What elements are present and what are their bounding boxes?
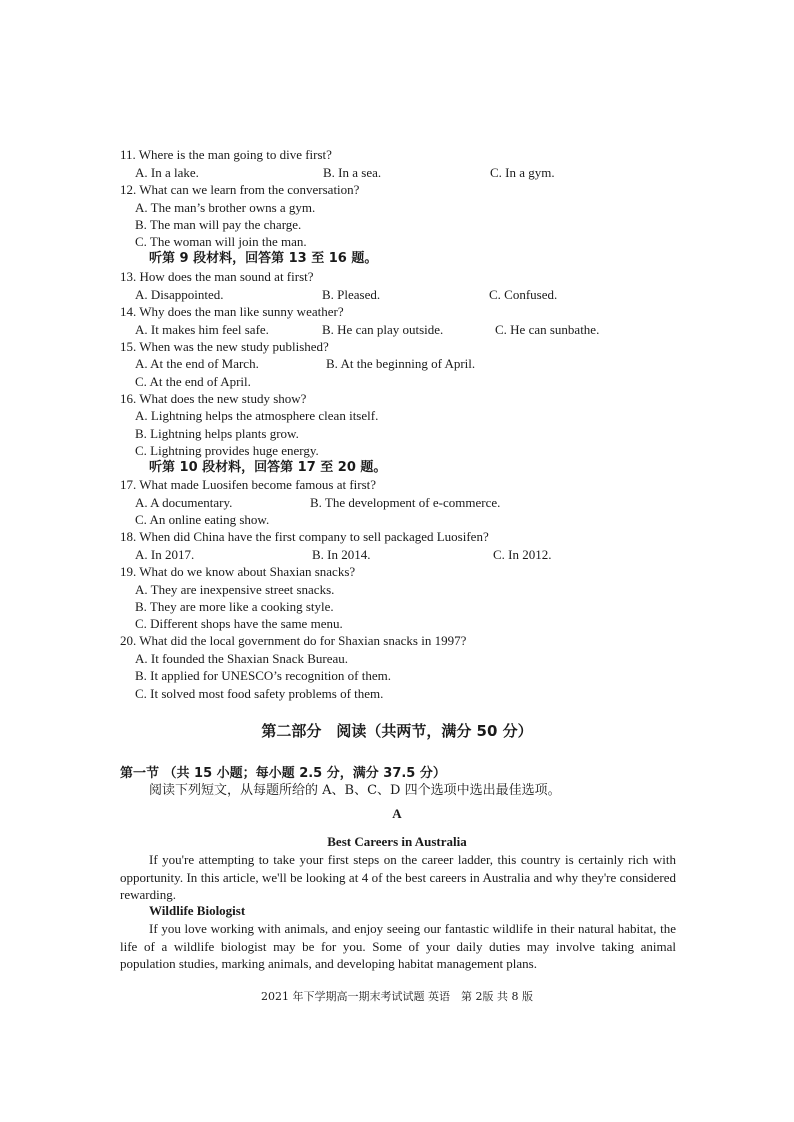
passage-title: Best Careers in Australia — [327, 834, 467, 849]
option-a: A. In 2017. — [135, 547, 195, 562]
option-c: C. He can sunbathe. — [495, 322, 600, 337]
option-b: B. At the beginning of April. — [326, 356, 476, 371]
option-c: C. Confused. — [489, 287, 558, 302]
section-direction: 阅读下列短文，从每题所给的 A、B、C、D 四个选项中选出最佳选项。 — [149, 783, 561, 798]
option-a: A. In a lake. — [135, 165, 199, 180]
option-c: C. In a gym. — [490, 165, 555, 180]
question-stem: 17. What made Luosifen become famous at first? — [120, 477, 377, 492]
option-c: C. An online eating show. — [135, 512, 270, 527]
passage-intro: If you're attempting to take your first steps on the career ladder, this country is certainly rich with opportunity. In this article, we'll be looking at 4 of the best careers in Australia and why they're considered rewarding. — [120, 852, 676, 902]
listening-instruction: 听第 9 段材料，回答第 13 至 16 题。 — [149, 251, 378, 266]
question-stem: 19. What do we know about Shaxian snacks? — [120, 564, 356, 579]
option-c: C. At the end of April. — [135, 374, 251, 389]
question-stem: 20. What did the local government do for Shaxian snacks in 1997? — [120, 633, 467, 648]
listening-instruction: 听第 10 段材料，回答第 17 至 20 题。 — [149, 460, 387, 475]
passage-paragraph: If you love working with animals, and enjoy seeing our fantastic wildlife in their natural habitat, the life of a wildlife biologist may be for you. Some of your daily duties may involve taking animal population studies, marking animals, and developing habitat management plans. — [120, 921, 676, 971]
option-a: A. At the end of March. — [135, 356, 259, 371]
question-stem: 13. How does the man sound at first? — [120, 269, 314, 284]
option-b: B. Pleased. — [322, 287, 381, 302]
option-a: A. Disappointed. — [135, 287, 224, 302]
option-a: A. It founded the Shaxian Snack Bureau. — [135, 651, 349, 666]
option-b: B. Lightning helps plants grow. — [135, 426, 299, 441]
option-b: B. They are more like a cooking style. — [135, 599, 334, 614]
question-stem: 11. Where is the man going to dive first? — [120, 147, 332, 162]
question-stem: 12. What can we learn from the conversation? — [120, 182, 360, 197]
question-stem: 15. When was the new study published? — [120, 339, 329, 354]
question-stem: 16. What does the new study show? — [120, 391, 307, 406]
option-c: C. The woman will join the man. — [135, 234, 307, 249]
option-c: C. In 2012. — [493, 547, 552, 562]
option-b: B. It applied for UNESCO’s recognition of them. — [135, 668, 391, 683]
option-a: A. They are inexpensive street snacks. — [135, 582, 335, 597]
option-b: B. The development of e-commerce. — [310, 495, 501, 510]
page-footer: 2021 年下学期高一期末考试试题 英语 第 2版 共 8 版 — [261, 990, 533, 1003]
option-b: B. He can play outside. — [322, 322, 444, 337]
option-b: B. The man will pay the charge. — [135, 217, 302, 232]
option-a: A. It makes him feel safe. — [135, 322, 269, 337]
option-a: A. Lightning helps the atmosphere clean itself. — [135, 408, 379, 423]
question-stem: 14. Why does the man like sunny weather? — [120, 304, 344, 319]
option-a: A. A documentary. — [135, 495, 233, 510]
option-b: B. In 2014. — [312, 547, 371, 562]
question-stem: 18. When did China have the first company to sell packaged Luosifen? — [120, 529, 489, 544]
option-c: C. Different shops have the same menu. — [135, 616, 343, 631]
option-b: B. In a sea. — [323, 165, 382, 180]
passage-letter: A — [392, 806, 402, 821]
section-title: 第一节 （共 15 小题；每小题 2.5 分，满分 37.5 分） — [120, 766, 446, 781]
option-c: C. Lightning provides huge energy. — [135, 443, 319, 458]
passage-subheading: Wildlife Biologist — [149, 903, 246, 918]
option-a: A. The man’s brother owns a gym. — [135, 200, 316, 215]
option-c: C. It solved most food safety problems of them. — [135, 686, 384, 701]
part-two-title: 第二部分 阅读（共两节，满分 50 分） — [261, 722, 533, 740]
